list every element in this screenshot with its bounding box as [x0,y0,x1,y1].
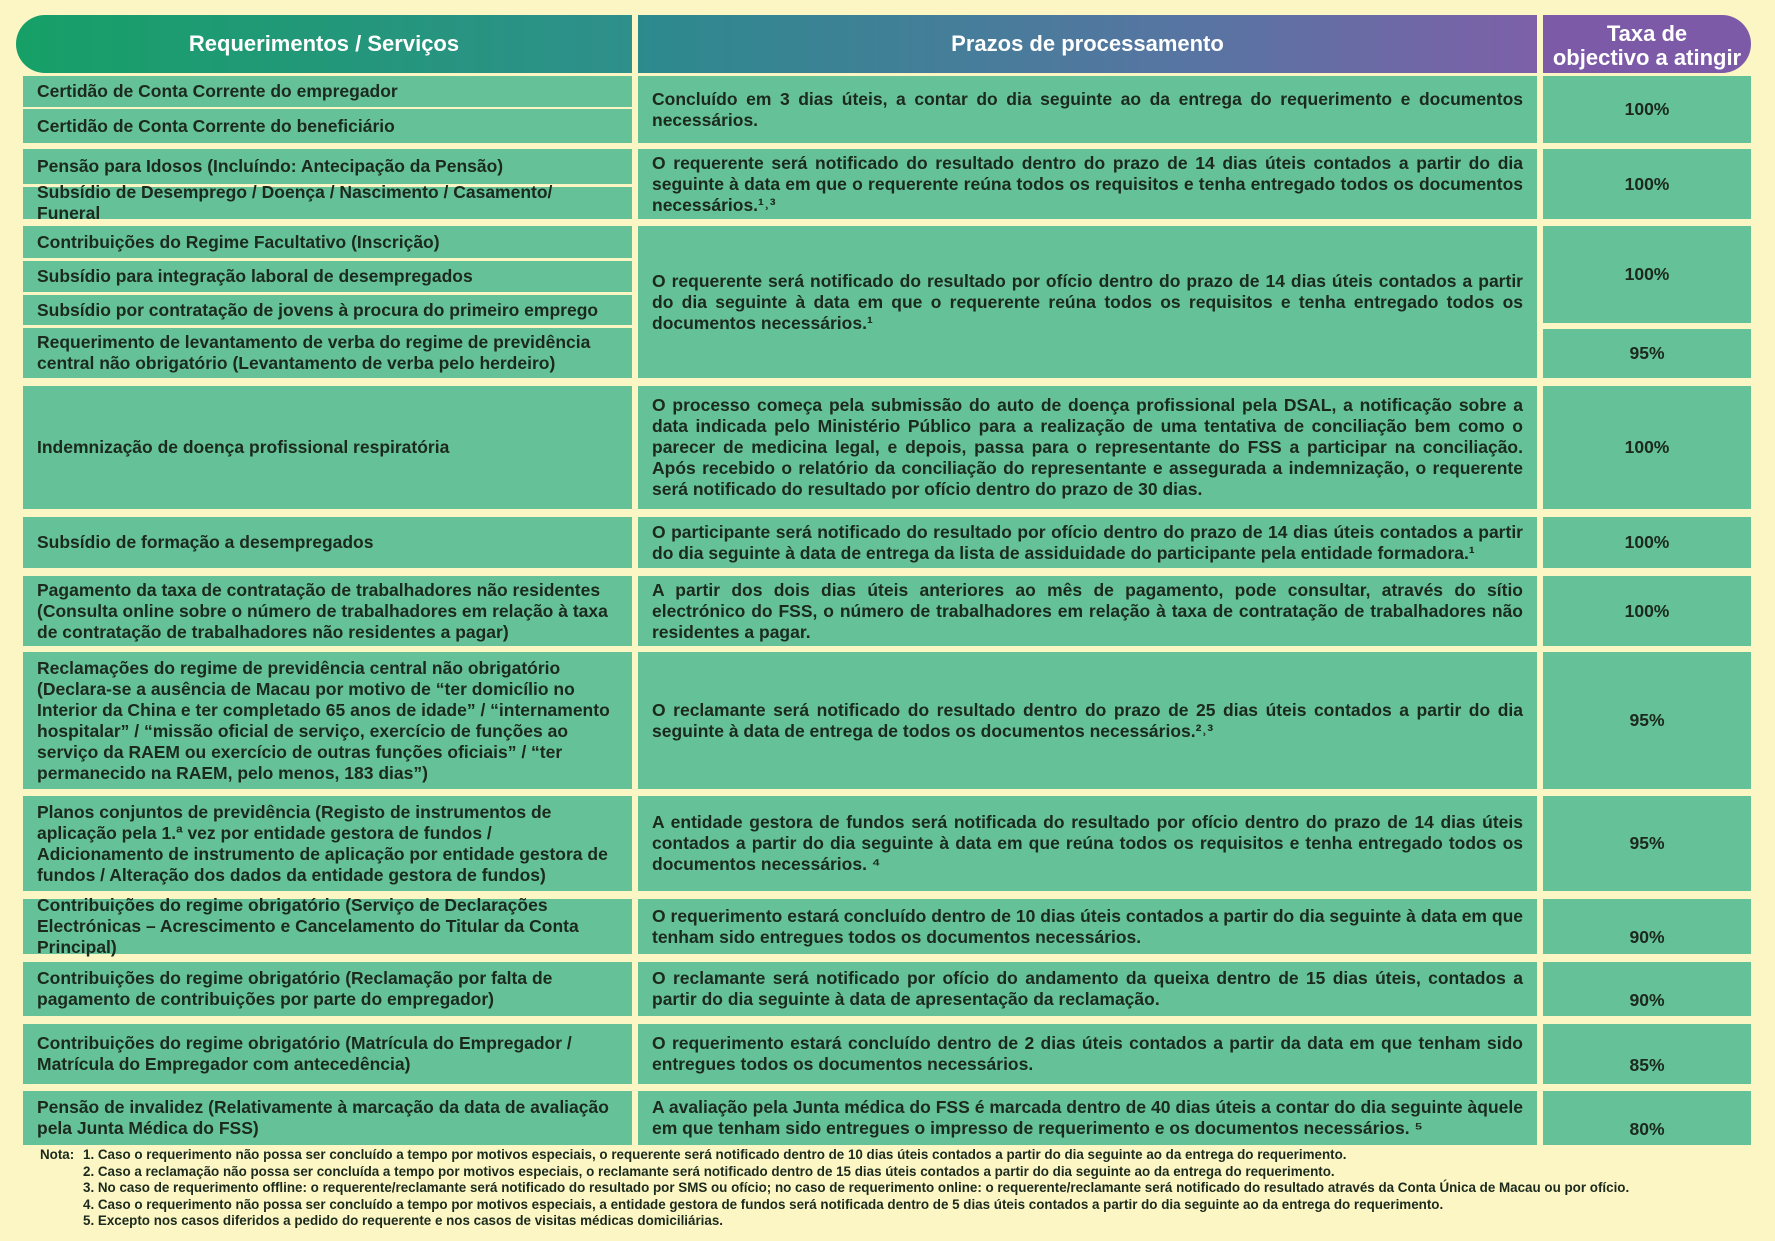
deadline-cell [638,76,1537,143]
service-text: Planos conjuntos de previdência (Registo de instrumentos de aplicação pela 1.ª vez por entidade gestora de fundos / Adicionamento de instrumento de aplicação por entidade gestora de fundos / Alteração dos dados da entidade gestora de fundos) [37,801,608,885]
service-cell [23,652,632,789]
service-text: Subsídio de Desemprego / Doença / Nascimento / Casamento/ Funeral [37,182,553,223]
notes-list [83,1147,1629,1230]
rate-cell: 100% [1543,517,1751,568]
rate-cell: 95% [1543,652,1751,789]
deadline-cell [638,517,1537,568]
deadline-cell [638,962,1537,1016]
service-text: Reclamações do regime de previdência central não obrigatório (Declara-se a ausência de Macau por motivo de “ter domicílio no Interior da China e ter completado 65 anos de idade” / “internamento hospitalar” / “missão oficial de serviço, exercício de funções ao serviço da RAEM ou exercício de outras funções oficiais” / “ter permanecido na RAEM, pelo menos, 183 dias”) [37,657,610,783]
service-cell [23,895,632,957]
deadline-cell [638,652,1537,789]
deadline-text: O requerente será notificado do resultado dentro do prazo de 14 dias úteis contados a partir do dia seguinte à data em que o requerente reúna todos os requisitos e tenha entregado todos os documentos necessários.¹˒³ [652,152,1523,215]
note-item: 5. Excepto nos casos diferidos a pedido do requerente e nos casos de visitas médicas domiciliárias. [83,1213,724,1229]
header-rate-line1: Taxa de [1606,21,1688,46]
deadline-text: A entidade gestora de fundos será notificada do resultado por ofício dentro do prazo de 14 dias úteis contados a partir do dia seguinte à data em que reúna todos os requisitos e tenha entregado todos os documentos necessários. ⁴ [652,812,1523,874]
service-cell [23,76,632,107]
service-text: Subsídio para integração laboral de desempregados [37,266,473,286]
rate-cell: 90% [1543,899,1751,954]
service-cell [23,576,632,646]
service-cell [23,1091,632,1145]
deadline-text: A partir dos dois dias úteis anteriores ao mês de pagamento, pode consultar, através do sítio electrónico do FSS, o número de trabalhadores em relação à taxa de contratação de trabalhadores não residentes a pagar. [652,579,1523,642]
service-text: Pagamento da taxa de contratação de trabalhadores não residentes (Consulta online sobre o número de trabalhadores em relação à taxa de contratação de trabalhadores não residentes a pagar) [37,579,608,642]
deadline-cell [638,226,1537,378]
deadline-cell [638,386,1537,509]
rate-cell: 100% [1543,149,1751,219]
service-cell [23,226,632,258]
note-item: 3. No caso de requerimento offline: o requerente/reclamante será notificado do resultado por SMS ou ofício; no caso de requerimento online: o requerente/reclamante será notificado do resultado através da Conta Única de Macau ou por ofício. [83,1180,1630,1196]
note-item: 2. Caso a reclamação não possa ser concluída a tempo por motivos especiais, o reclamante será notificado dentro de 15 dias úteis contados a partir do dia seguinte ao da entrega do requerimento. [83,1163,1335,1179]
deadline-cell [638,796,1537,891]
service-cell [23,149,632,184]
rate-cell: 95% [1543,796,1751,891]
service-text: Certidão de Conta Corrente do empregador [37,81,398,101]
rate-cell: 95% [1543,329,1751,378]
rate-cell: 80% [1543,1091,1751,1145]
service-text: Subsídio de formação a desempregados [37,532,374,552]
deadline-text: O requerimento estará concluído dentro de 2 dias úteis contados a partir da data em que tenham sido entregues todos os documentos necessários. [652,1033,1523,1074]
deadline-text: Concluído em 3 dias úteis, a contar do dia seguinte ao da entrega do requerimento e documentos necessários. [652,88,1523,130]
service-cell [23,796,632,891]
header-target-rate [1543,15,1751,73]
service-text: Requerimento de levantamento de verba do regime de previdência central não obrigatório (Levantamento de verba pelo herdeiro) [37,332,591,373]
service-text: Pensão de invalidez (Relativamente à marcação da data de avaliação pela Junta Médica do FSS) [37,1097,609,1138]
deadline-text: O requerente será notificado do resultado por ofício dentro do prazo de 14 dias úteis contados a partir do dia seguinte à data em que o requerente reúna todos os requisitos e tenha entregado todos os documentos necessários.¹ [652,270,1523,333]
deadline-text: A avaliação pela Junta médica do FSS é marcada dentro de 40 dias úteis a contar do dia seguinte àquele em que tenham sido entregues o impresso de requerimento e os documentos necessários. ⁵ [652,1097,1523,1138]
service-text: Contribuições do regime obrigatório (Matrícula do Empregador / Matrícula do Empregador com antecedência) [37,1033,572,1074]
service-cell [23,261,632,292]
service-text: Contribuições do regime obrigatório (Reclamação por falta de pagamento de contribuições por parte do empregador) [37,968,553,1009]
service-text: Contribuições do regime obrigatório (Serviço de Declarações Electrónicas – Acrescimento e Cancelamento do Titular da Conta Principal) [37,895,579,957]
header-rate-line2: objectivo a atingir [1552,45,1742,70]
note-item: 4. Caso o requerimento não possa ser concluído a tempo por motivos especiais, a entidade gestora de fundos será notificada dentro de 5 dias úteis contados a partir do dia seguinte ao da entrega do requerimento. [83,1196,1444,1212]
service-cell [23,182,632,223]
service-text: Indemnização de doença profissional respiratória [37,437,450,457]
header-services: Requerimentos / Serviços [16,15,632,73]
note-item: 1. Caso o requerimento não possa ser concluído a tempo por motivos especiais, o requerente será notificado dentro de 10 dias úteis contados a partir do dia seguinte ao da entrega do requerimento. [83,1147,1347,1162]
service-text: Pensão para Idosos (Incluíndo: Antecipação da Pensão) [37,156,504,176]
service-cell [23,295,632,325]
deadline-cell [638,149,1537,219]
deadline-cell [638,576,1537,646]
rate-cell: 90% [1543,962,1751,1016]
service-text: Certidão de Conta Corrente do beneficiário [37,115,395,136]
service-text: Contribuições do Regime Facultativo (Inscrição) [37,231,440,252]
service-text: Subsídio por contratação de jovens à procura do primeiro emprego [37,299,599,320]
service-cell [23,328,632,378]
service-cell [23,1024,632,1084]
deadline-text: O requerimento estará concluído dentro de 10 dias úteis contados a partir do dia seguinte à data em que tenham sido entregues todos os documentos necessários. [652,905,1523,947]
deadline-text: O processo começa pela submissão do auto de doença profissional pela DSAL, a notificação sobre a data indicada pelo Ministério Público para a realização de uma tentativa de conciliação bem como o parecer de medicina legal, e depois, passa para o representante do FSS a participar na conciliação. Após recebido o relatório da conciliação do representante e assegurada a indemnização, o requerente será notificado do resultado por ofício dentro do prazo de 30 dias. [652,395,1523,499]
service-cell [23,386,632,509]
deadline-cell [638,1091,1537,1145]
service-cell [23,517,632,568]
rate-cell: 100% [1543,76,1751,143]
deadline-text: O reclamante será notificado por ofício do andamento da queixa dentro de 15 dias úteis, contados a partir do dia seguinte à data de apresentação da reclamação. [652,968,1523,1009]
deadline-cell [638,899,1537,954]
deadline-text: O participante será notificado do resultado por ofício dentro do prazo de 14 dias úteis contados a partir do dia seguinte à data de entrega da lista de assiduidade do participante pela entidade formadora.¹ [652,521,1523,563]
rate-cell: 100% [1543,226,1751,323]
rate-cell: 85% [1543,1024,1751,1084]
header-deadlines: Prazos de processamento [638,15,1537,73]
deadline-cell [638,1024,1537,1084]
rate-cell: 100% [1543,386,1751,509]
service-cell [23,962,632,1016]
rate-cell: 100% [1543,576,1751,646]
notes-label: Nota: [40,1147,75,1162]
service-cell [23,109,632,143]
deadline-text: O reclamante será notificado do resultado dentro do prazo de 25 dias úteis contados a partir do dia seguinte à data de entrega de todos os documentos necessários.²˒³ [652,699,1523,741]
